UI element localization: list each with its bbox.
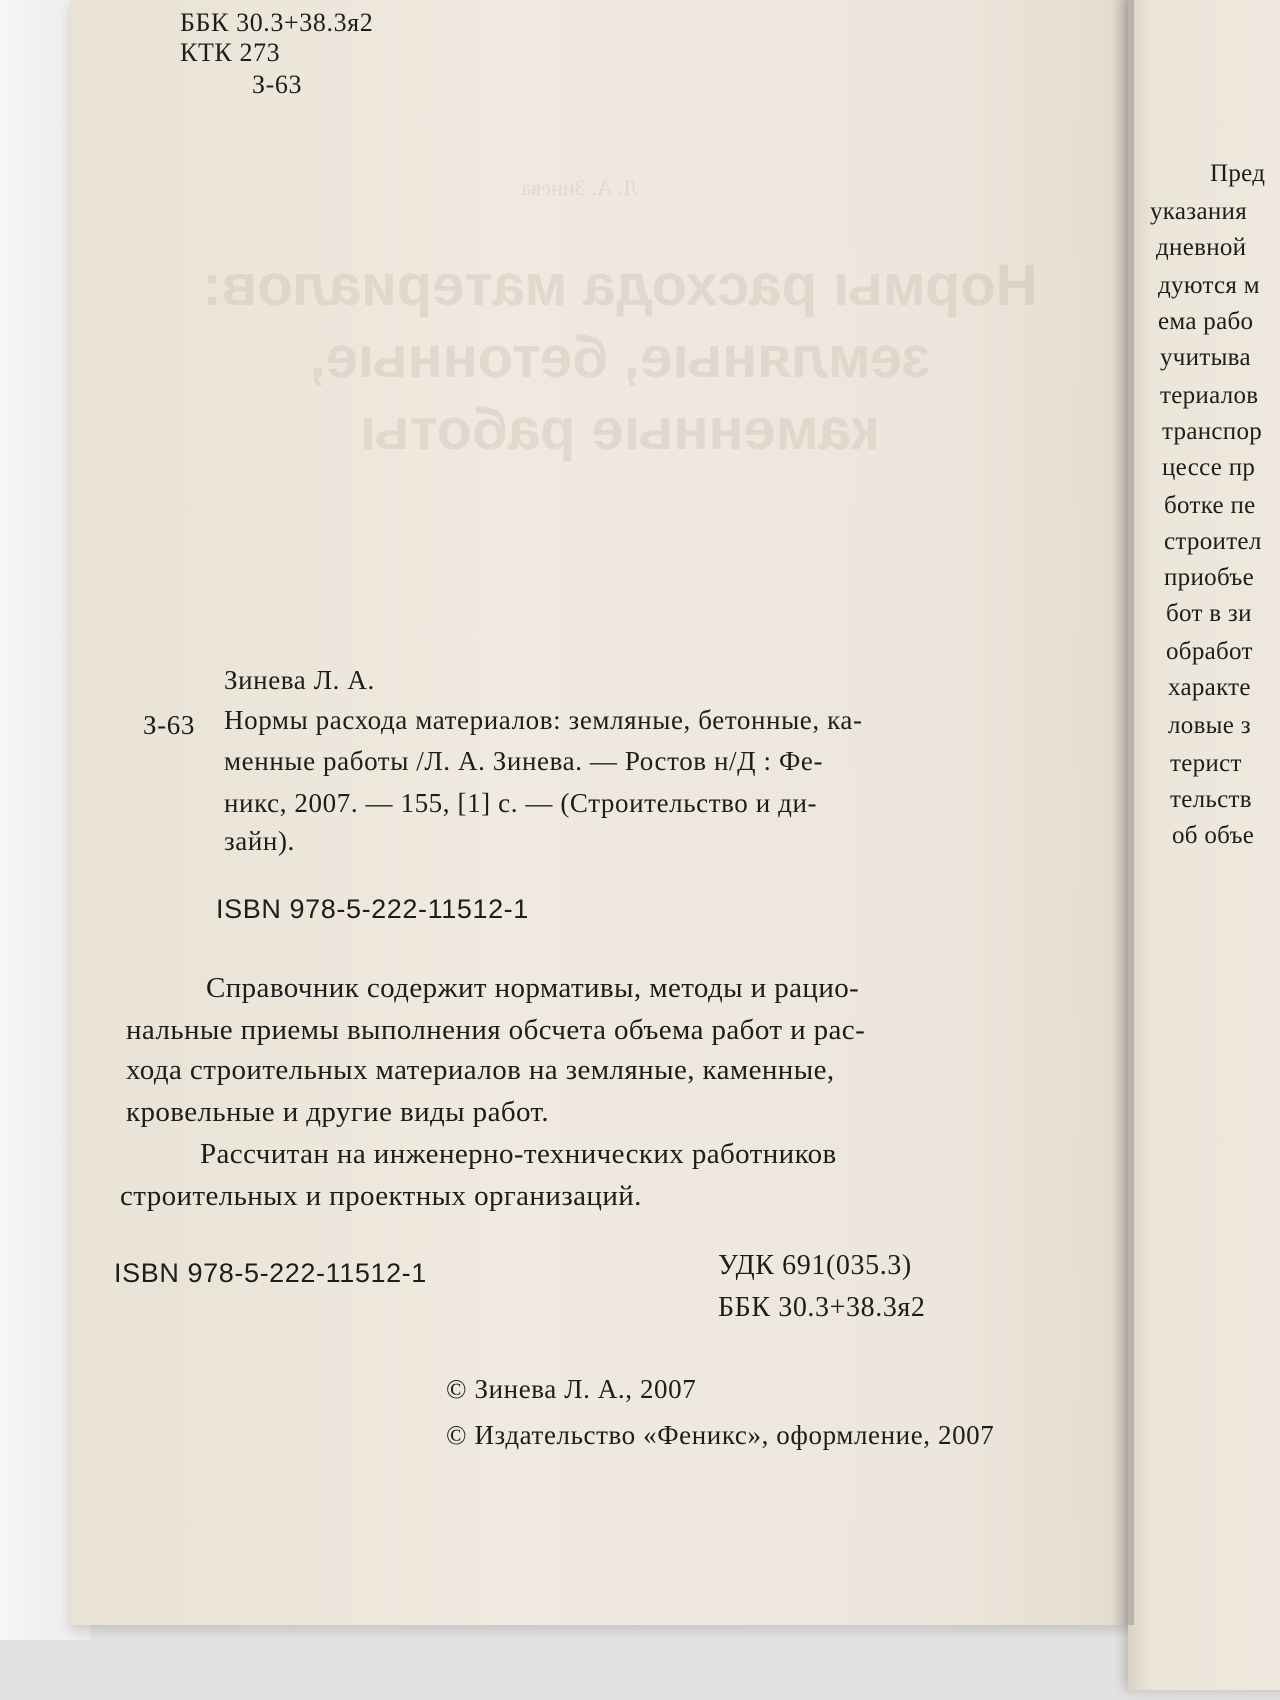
entry-line: зайн). bbox=[224, 826, 295, 856]
right-page-line: указания bbox=[1150, 198, 1247, 225]
entry-line: менные работы /Л. А. Зинева. — Ростов н/Д : Фе- bbox=[224, 746, 824, 776]
footer-isbn: ISBN 978-5-222-11512-1 bbox=[114, 1258, 427, 1288]
annotation-line: нальные приемы выполнения обсчета объема работ и рас- bbox=[126, 1014, 866, 1046]
top-ktk-code: КТК 273 bbox=[180, 38, 281, 67]
top-index-code: З-63 bbox=[252, 70, 303, 99]
footer-bbk: ББК 30.3+38.3я2 bbox=[718, 1292, 926, 1323]
annotation-line: строительных и проектных организаций. bbox=[120, 1180, 642, 1212]
right-page-line: бот в зи bbox=[1166, 600, 1252, 627]
right-page-line: об объе bbox=[1172, 822, 1255, 849]
right-page-line: дневной bbox=[1156, 234, 1247, 261]
entry-author: Зинева Л. А. bbox=[224, 665, 375, 695]
right-page-line: цессе пр bbox=[1162, 454, 1256, 481]
footer-udk: УДК 691(035.3) bbox=[718, 1250, 912, 1281]
right-page-line: строител bbox=[1164, 528, 1262, 555]
right-page-line: ботке пе bbox=[1164, 492, 1256, 519]
top-bbk-code: ББК 30.3+38.3я2 bbox=[180, 8, 374, 37]
copyright-author: © Зинева Л. А., 2007 bbox=[446, 1374, 697, 1404]
entry-line: Нормы расхода материалов: земляные, бетонные, ка- bbox=[224, 705, 863, 735]
right-page-line: терист bbox=[1170, 750, 1242, 777]
annotation-line: хода строительных материалов на земляные, каменные, bbox=[126, 1054, 835, 1086]
right-page-line: приобъе bbox=[1164, 564, 1254, 591]
entry-line: никс, 2007. — 155, [1] с. — (Строительство и ди- bbox=[224, 788, 818, 818]
bleed-through-author: Л. А. Зинева bbox=[521, 175, 639, 200]
right-page-line: транспор bbox=[1162, 418, 1263, 445]
entry-index: З-63 bbox=[143, 710, 195, 740]
right-page-line: ловые з bbox=[1168, 712, 1251, 739]
entry-isbn: ISBN 978-5-222-11512-1 bbox=[216, 894, 529, 924]
right-page-line: обработ bbox=[1166, 638, 1253, 665]
annotation-line: кровельные и другие виды работ. bbox=[126, 1096, 550, 1128]
page-gutter-shadow bbox=[1110, 0, 1134, 1625]
right-page-line: ема рабо bbox=[1158, 308, 1254, 335]
right-page-line: тельств bbox=[1170, 786, 1252, 813]
copyright-publisher: © Издательство «Феникс», оформление, 2007 bbox=[446, 1420, 995, 1450]
annotation-line: Справочник содержит нормативы, методы и рацио- bbox=[206, 972, 860, 1004]
annotation-line: Рассчитан на инженерно-технических работников bbox=[200, 1138, 837, 1170]
right-page-line: характе bbox=[1168, 674, 1251, 701]
right-page-line: Пред bbox=[1210, 160, 1266, 187]
right-page-line: териалов bbox=[1160, 382, 1259, 409]
right-page-line: дуются м bbox=[1158, 272, 1260, 299]
right-page-line: учитыва bbox=[1160, 344, 1251, 371]
